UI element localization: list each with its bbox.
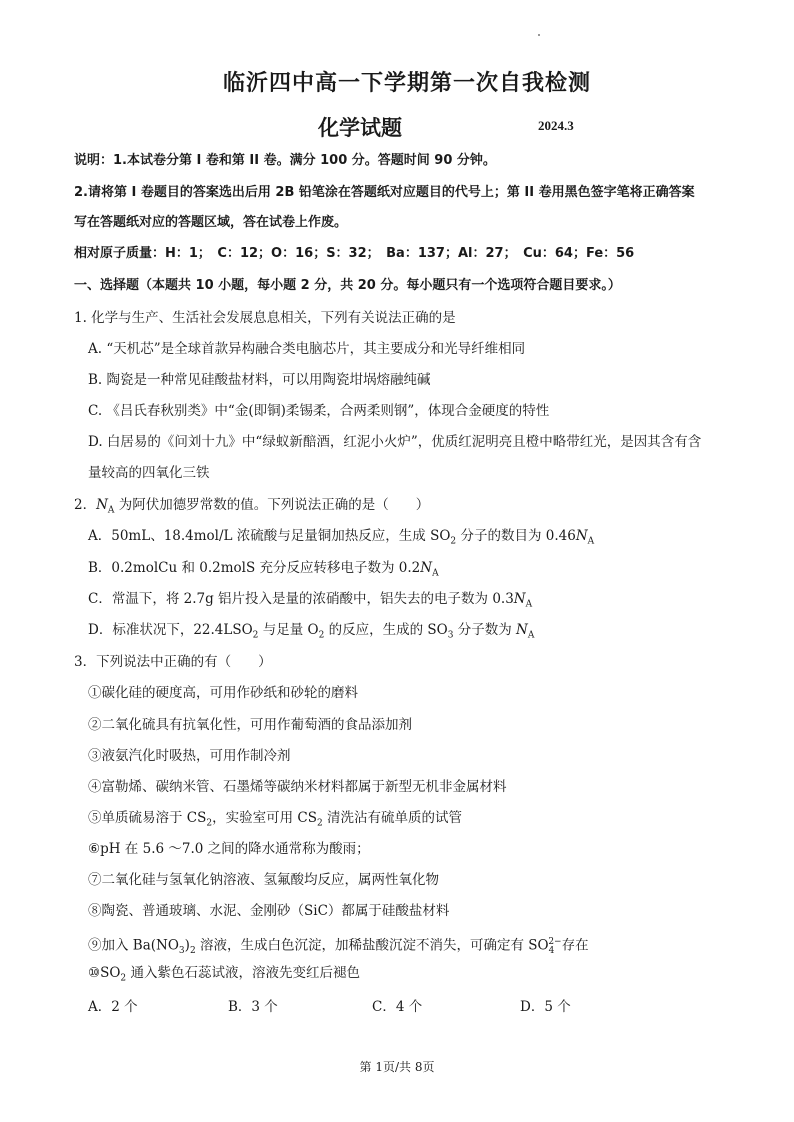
q3-i10-text: ⑩SO <box>88 965 121 981</box>
q3-item-6: ⑥pH 在 5.6 ～7.0 之间的降水通常称为酸雨； <box>88 841 370 857</box>
q2-option-d <box>88 621 534 645</box>
q3-item-2: ②二氧化硫具有抗氧化性，可用作葡萄酒的食品添加剂 <box>88 717 412 733</box>
q2-na-sub: A <box>107 505 115 516</box>
q2-b-text: B．0.2molCu 和 0.2molS 充分反应转移电子数为 0.2 <box>88 560 421 576</box>
q2-option-a <box>88 527 594 551</box>
q1-option-d-line2: 量较高的四氧化三铁 <box>88 465 210 481</box>
q2-option-c <box>88 590 532 614</box>
q3-i5-sub-2: 2 <box>316 818 323 829</box>
q3-i5-text-2: ，实验室可用 CS <box>212 810 317 826</box>
q3-i9-text: ⑨加入 Ba(NO <box>88 937 179 954</box>
q2-option-b <box>88 559 439 583</box>
q3-item-3: ③液氨汽化时吸热，可用作制冷剂 <box>88 748 291 764</box>
q3-choice-b: B．3 个 <box>228 999 278 1015</box>
q2-na: N <box>96 497 108 513</box>
q2-d-sub-2: 2 <box>318 630 325 641</box>
q2-a-sub: 2 <box>450 536 457 547</box>
q3-i9-sup: 2− <box>548 937 562 947</box>
q3-choices <box>88 995 688 1013</box>
q2-d-na-sub: A <box>527 630 535 641</box>
q2-c-na: N <box>513 591 526 607</box>
q2-b-na-sub: A <box>432 568 439 579</box>
q3-i5-text: ⑤单质硫易溶于 CS <box>88 810 207 826</box>
q2-c-text: C．常温下，将 2.7g 铝片投入是量的浓硝酸中，铝失去的电子数为 0.3 <box>88 591 514 607</box>
q2-a-text: A．50mL、18.4mol/L 浓硫酸与足量铜加热反应，生成 SO <box>88 528 451 544</box>
q1-option-d-line1: D. 白居易的《问刘十九》中“绿蚁新醅酒，红泥小火炉”，优质红泥明亮且橙中略带红光，是因其含有含 <box>88 434 702 450</box>
exam-subtitle: 化学试题 <box>318 116 402 140</box>
q2-d-text-4: 分子数为 <box>453 622 517 638</box>
q3-i10-text-2: 通入紫色石蕊试液，溶液先变红后褪色 <box>126 965 360 981</box>
q2-b-na: N <box>420 560 433 576</box>
q2-a-text-2: 分子的数目为 0.46 <box>456 528 576 544</box>
page-footer: 第 1页/共 8页 <box>359 1060 435 1074</box>
q3-i9-paren: ) <box>184 937 190 954</box>
q2-d-na: N <box>516 622 528 638</box>
q2-a-na-sub: A <box>587 536 595 547</box>
q3-item-10 <box>88 964 360 988</box>
q3-choice-c: C．4 个 <box>372 999 423 1015</box>
note-line-2: 2.请将第 I 卷题目的答案选出后用 2B 铅笔涂在答题纸对应题目的代号上；第 II 卷用黑色签字笔将正确答案 <box>74 185 695 200</box>
q2-d-sub-3: 3 <box>447 630 454 641</box>
q2-a-na: N <box>575 528 588 544</box>
q2-d-text-3: 的反应，生成的 SO <box>324 622 448 638</box>
exam-date: 2024.3 <box>538 118 574 133</box>
q3-i9-text-2: 溶液，生成白色沉淀，加稀盐酸沉淀不消失，可确定有 SO <box>195 937 549 954</box>
q1-option-b: B. 陶瓷是一种常见硅酸盐材料，可以用陶瓷坩埚熔融纯碱 <box>88 372 431 388</box>
section-heading: 一、选择题（本题共 10 小题，每小题 2 分，共 20 分。每小题只有一个选项符合题目要求。） <box>74 278 621 293</box>
q3-i10-sub: 2 <box>120 973 127 984</box>
q2-c-na-sub: A <box>525 599 533 610</box>
q1-stem: 1. 化学与生产、生活社会发展息息相关，下列有关说法正确的是 <box>74 310 456 326</box>
q2-number: 2． <box>74 497 97 513</box>
q2-d-sub-1: 2 <box>252 630 259 641</box>
q2-d-text-2: 与足量 O <box>258 622 319 638</box>
scan-dot <box>538 34 540 36</box>
q3-i9-sub-1: 3 <box>178 946 185 957</box>
q1-option-a: A. “天机芯”是全球首款异构融合类电脑芯片，其主要成分和光导纤维相同 <box>88 341 526 357</box>
q3-i5-sub-1: 2 <box>206 818 213 829</box>
q3-i9-sub-3: 4 <box>548 946 555 957</box>
q3-item-5 <box>88 809 462 833</box>
q3-item-7: ⑦二氧化硅与氢氧化钠溶液、氢氟酸均反应，属两性氧化物 <box>88 872 439 888</box>
q2-d-text: D．标准状况下，22.4LSO <box>88 622 253 638</box>
q2-stem-text: 为阿伏加德罗常数的值。下列说法正确的是（ ） <box>114 497 430 513</box>
q3-i9-text-3: 存在 <box>561 937 589 954</box>
q3-i9-sub-2: 2 <box>189 946 196 957</box>
q1-option-c: C. 《吕氏春秋别类》中“金(即铜)柔锡柔，合两柔则钢”，体现合金硬度的特性 <box>88 403 550 419</box>
q3-choice-d: D．5 个 <box>520 999 571 1015</box>
q3-stem: 3．下列说法中正确的有（ ） <box>74 654 272 670</box>
q3-item-4: ④富勒烯、碳纳米管、石墨烯等碳纳米材料都属于新型无机非金属材料 <box>88 779 507 795</box>
q3-i5-text-3: 清洗沾有硫单质的试管 <box>322 810 463 826</box>
atomic-mass-line: 相对原子质量：H：1； C：12；O：16；S：32； Ba：137；Al：27； Cu：64；Fe：56 <box>74 246 635 261</box>
note-line-3: 写在答题纸对应的答题区域，答在试卷上作废。 <box>74 215 348 230</box>
q3-choice-a: A．2 个 <box>88 999 138 1015</box>
q3-item-8: ⑧陶瓷、普通玻璃、水泥、金刚砂（SiC）都属于硅酸盐材料 <box>88 903 450 919</box>
q2-stem <box>74 496 429 520</box>
q3-item-9 <box>88 933 589 960</box>
note-line-1: 说明：1.本试卷分第 I 卷和第 II 卷。满分 100 分。答题时间 90 分钟。 <box>74 153 496 168</box>
q3-item-1: ①碳化硅的硬度高，可用作砂纸和砂轮的磨料 <box>88 685 358 701</box>
exam-title: 临沂四中高一下学期第一次自我检测 <box>222 71 591 96</box>
